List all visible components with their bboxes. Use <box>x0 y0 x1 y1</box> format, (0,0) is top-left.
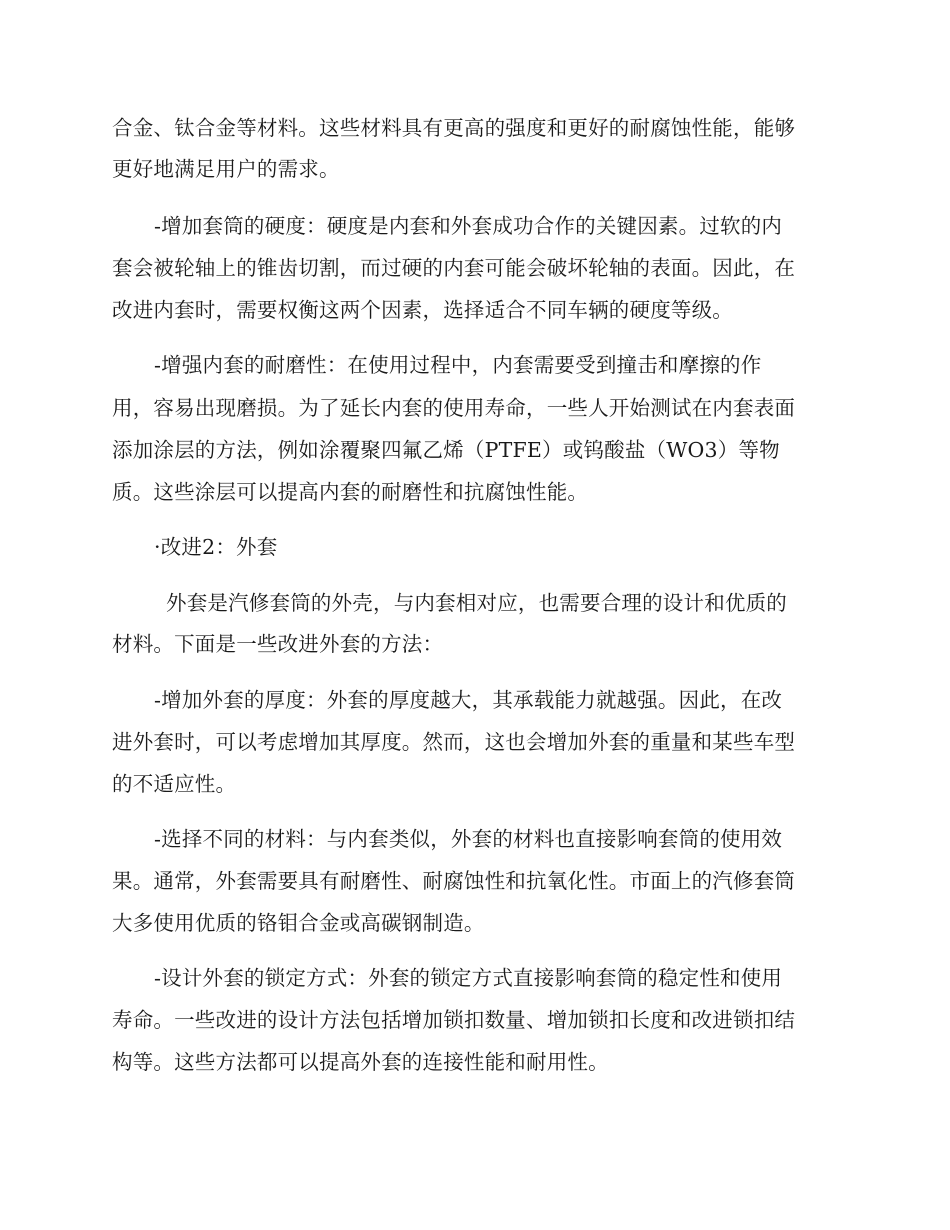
text-line: 构等。这些方法都可以提高外套的连接性能和耐用性。 <box>112 1050 609 1074</box>
text-line: 果。通常，外套需要具有耐磨性、耐腐蚀性和抗氧化性。市面上的汽修套筒 <box>112 869 796 893</box>
section-heading: ·改进2：外套 <box>154 535 278 559</box>
text-line: -增加外套的厚度：外套的厚度越大，其承载能力就越强。因此，在改 <box>154 688 783 712</box>
text-line: -增强内套的耐磨性：在使用过程中，内套需要受到撞击和摩擦的作 <box>154 353 762 377</box>
text-line: 材料。下面是一些改进外套的方法： <box>112 632 444 656</box>
text-line: 用，容易出现磨损。为了延长内套的使用寿命，一些人开始测试在内套表面 <box>112 396 796 420</box>
text-line: -增加套筒的硬度：硬度是内套和外套成功合作的关键因素。过软的内 <box>154 214 783 238</box>
text-line: 的不适应性。 <box>112 772 237 796</box>
text-line: 寿命。一些改进的设计方法包括增加锁扣数量、增加锁扣长度和改进锁扣结 <box>112 1008 796 1032</box>
text-line: 套会被轮轴上的锥齿切割，而过硬的内套可能会破坏轮轴的表面。因此，在 <box>112 256 796 280</box>
text-line: 质。这些涂层可以提高内套的耐磨性和抗腐蚀性能。 <box>112 480 589 504</box>
text-line: 外套是汽修套筒的外壳，与内套相对应，也需要合理的设计和优质的 <box>166 591 787 615</box>
text-line: -设计外套的锁定方式：外套的锁定方式直接影响套筒的稳定性和使用 <box>154 966 783 990</box>
text-line: 更好地满足用户的需求。 <box>112 157 340 181</box>
text-line: 进外套时，可以考虑增加其厚度。然而，这也会增加外套的重量和某些车型 <box>112 730 796 754</box>
text-line: 改进内套时，需要权衡这两个因素，选择适合不同车辆的硬度等级。 <box>112 298 733 322</box>
text-line: 合金、钛合金等材料。这些材料具有更高的强度和更好的耐腐蚀性能，能够 <box>112 116 796 140</box>
text-line: 添加涂层的方法，例如涂覆聚四氟乙烯（PTFE）或钨酸盐（WO3）等物 <box>112 438 780 462</box>
text-line: 大多使用优质的铬钼合金或高碳钢制造。 <box>112 911 485 935</box>
text-line: -选择不同的材料：与内套类似，外套的材料也直接影响套筒的使用效 <box>154 827 783 851</box>
